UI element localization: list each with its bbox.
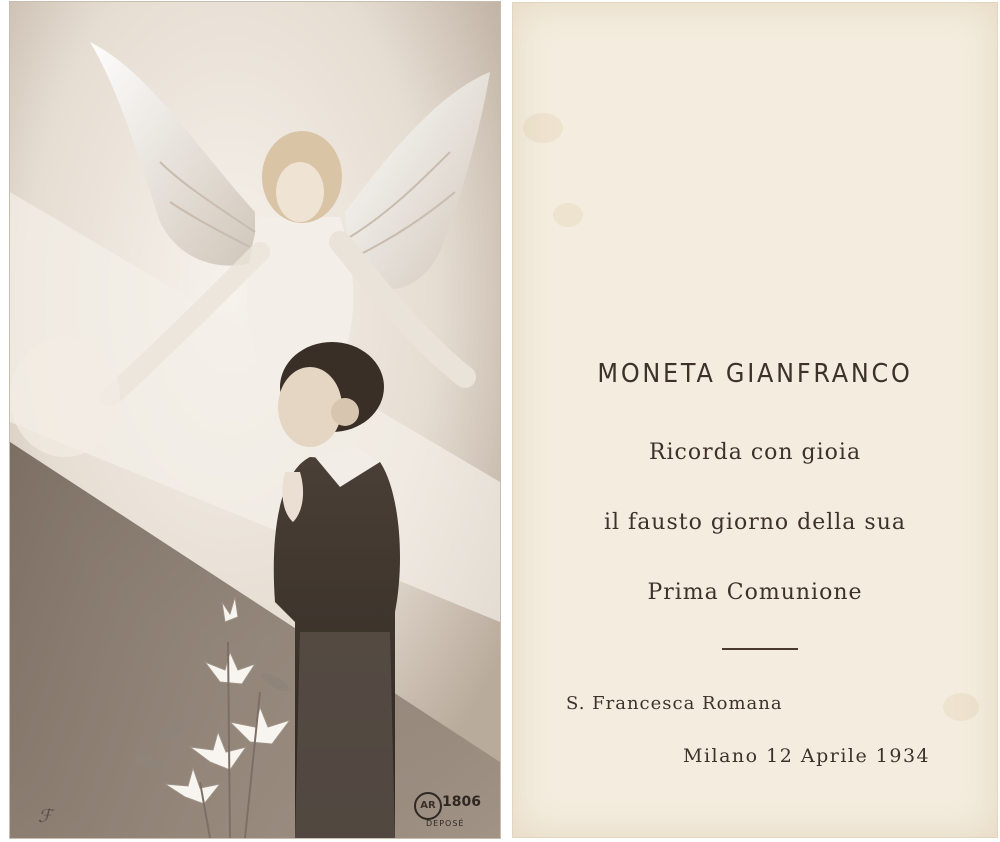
parish-name: S. Francesca Romana bbox=[566, 693, 783, 714]
holy-card-back bbox=[512, 2, 998, 838]
paper-stain bbox=[523, 113, 563, 143]
paper-stain bbox=[553, 203, 583, 227]
inscription-line-1: Ricorda con gioia bbox=[648, 440, 862, 465]
inscription-line-3: Prima Comunione bbox=[647, 580, 863, 605]
place-date: Milano 12 Aprile 1934 bbox=[683, 745, 931, 767]
catalog-number: 1806 bbox=[442, 794, 481, 810]
communicant-name: MONETA GIANFRANCO bbox=[597, 359, 913, 389]
deposit-label: DEPOSÉ bbox=[426, 819, 465, 828]
paper-stain bbox=[943, 693, 979, 721]
publisher-logo: AR bbox=[414, 792, 442, 820]
angel-boy-illustration bbox=[10, 2, 500, 838]
holy-card-front bbox=[10, 2, 500, 838]
inscription-line-2: il fausto giorno della sua bbox=[603, 510, 906, 535]
divider-rule bbox=[722, 648, 798, 650]
svg-text:ℱ: ℱ bbox=[38, 806, 53, 827]
